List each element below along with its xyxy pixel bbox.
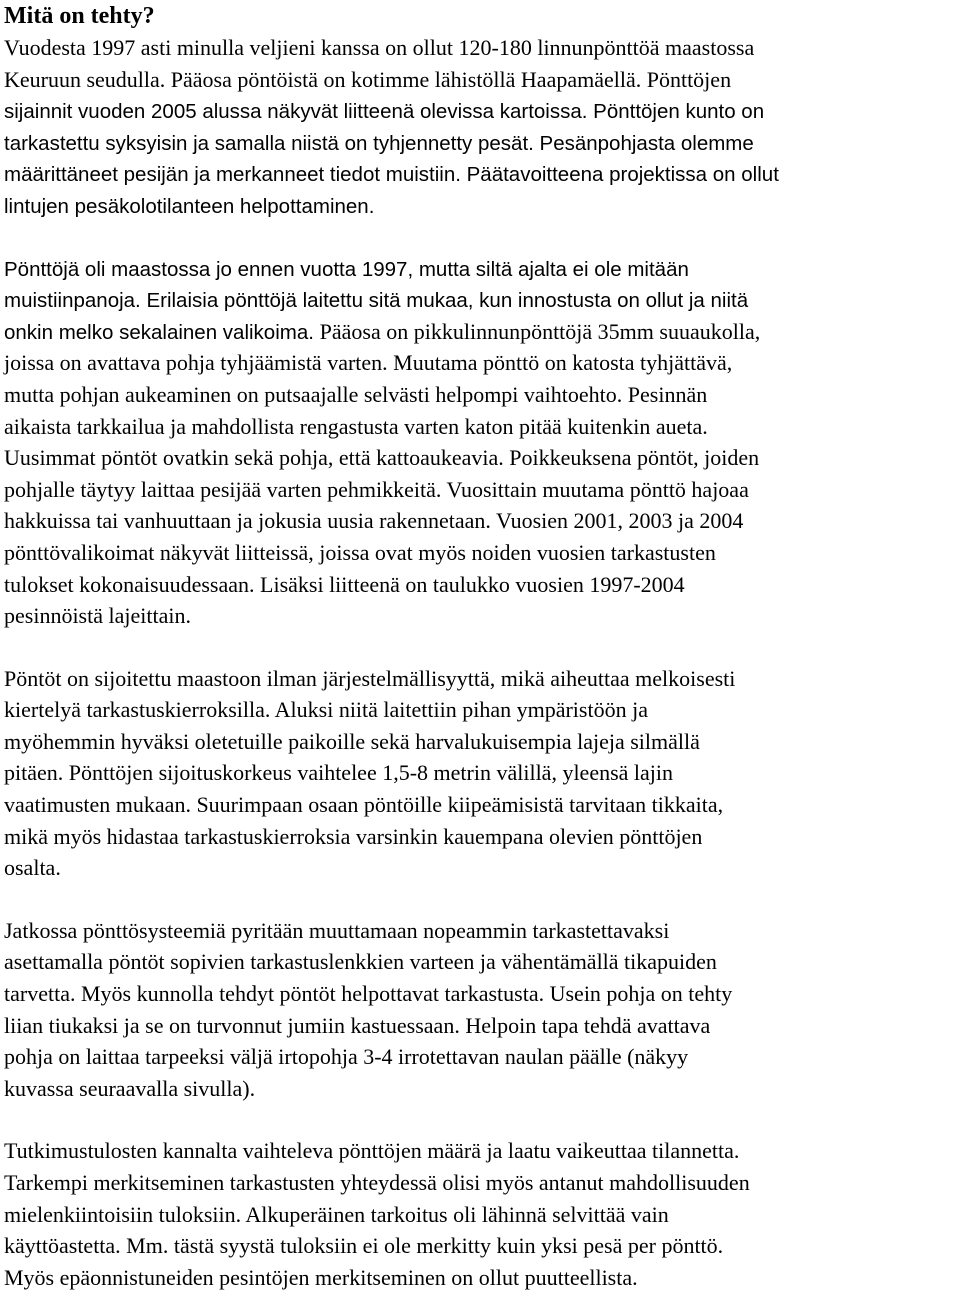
text-line <box>4 1230 956 1262</box>
paragraph-4 <box>4 915 956 1105</box>
text-line <box>4 1199 956 1231</box>
text-line <box>4 946 956 978</box>
text-run: joissa on avattava pohja tyhjäämistä varten. Muutama pönttö on katosta tyhjättävä, <box>4 350 733 376</box>
text-run: pohja on laittaa tarpeeksi väljä irtopohja 3-4 irrotettavan naulan päälle (näkyy <box>4 1044 689 1070</box>
text-line <box>4 316 956 348</box>
text-line <box>4 663 956 695</box>
text-run: tulokset kokonaisuudessaan. Lisäksi liitteenä on taulukko vuosien 1997-2004 <box>4 571 685 597</box>
text-run: myöhemmin hyväksi oletetuille paikoille sekä harvalukuisempia lajeja silmällä <box>4 728 700 754</box>
text-line <box>4 1073 956 1105</box>
text-line <box>4 127 956 159</box>
text-run: käyttöastetta. Mm. tästä syystä tuloksiin ei ole merkitty kuin yksi pesä per pönttö. <box>4 1233 724 1259</box>
text-line <box>4 1010 956 1042</box>
text-line <box>4 600 956 632</box>
text-line <box>4 821 956 853</box>
text-run: mutta pohjan aukeaminen on putsaajalle selvästi helpompi vaihtoehto. Pesinnän <box>4 381 708 407</box>
text-line <box>4 915 956 947</box>
text-line <box>4 537 956 569</box>
text-run: pönttövalikoimat näkyvät liitteissä, joissa ovat myös noiden vuosien tarkastusten <box>4 539 716 565</box>
text-run: asettamalla pöntöt sopivien tarkastuslenkkien varteen ja vähentämällä tikapuiden <box>4 949 717 975</box>
text-run: Tarkempi merkitseminen tarkastusten yhteydessä olisi myös antanut mahdollisuuden <box>4 1170 750 1195</box>
text-line <box>4 474 956 506</box>
text-run: tarvetta. Myös kunnolla tehdyt pöntöt helpottavat tarkastusta. Usein pohja on tehty <box>4 981 733 1007</box>
text-run: Erilaisia pönttöjä laitettu sitä mukaa, kun innostusta on ollut ja niitä <box>146 289 749 313</box>
text-run: mielenkiintoisiin tuloksiin. Alkuperäinen tarkoitus oli lähinnä selvittää vain <box>4 1201 669 1227</box>
text-line <box>4 32 956 64</box>
text-line <box>4 978 956 1010</box>
body-text <box>4 32 956 1293</box>
text-run: kuvassa seuraavalla sivulla). <box>4 1075 256 1101</box>
text-line <box>4 64 956 96</box>
text-run: liian tiukaksi ja se on turvonnut jumiin kastuessaan. Helpoin tapa tehdä avattava <box>4 1012 711 1038</box>
text-run: Pönttöjä oli maastossa jo ennen vuotta 1997, mutta siltä ajalta ei ole mitään <box>4 257 689 281</box>
text-line <box>4 95 956 127</box>
text-line <box>4 505 956 537</box>
text-line <box>4 1135 956 1167</box>
text-line <box>4 694 956 726</box>
text-line <box>4 411 956 443</box>
text-run: onkin melko sekalainen valikoima. <box>4 320 320 344</box>
text-run: aikaista tarkkailua ja mahdollista rengastusta varten katon pitää kuitenkin aueta. <box>4 413 708 439</box>
text-run: osalta. <box>4 855 61 881</box>
paragraph-2 <box>4 253 956 632</box>
text-line <box>4 379 956 411</box>
text-line <box>4 789 956 821</box>
text-run: kiertelyä tarkastuskierroksilla. Aluksi niitä laitettiin pihan ympäristöön ja <box>4 697 648 723</box>
paragraph-5 <box>4 1135 956 1293</box>
paragraph-1 <box>4 32 956 222</box>
text-run: Myös epäonnistuneiden pesintöjen merkitseminen on ollut puutteellista. <box>4 1264 638 1290</box>
text-run: tarkastettu syksyisin ja samalla niistä on tyhjennetty pesät. Pesänpohjasta olemme <box>4 131 754 155</box>
text-run: muistiinpanoja. <box>4 289 147 313</box>
text-run: vaatimusten mukaan. Suurimpaan osaan pöntöille kiipeämisistä tarvitaan tikkaita, <box>4 792 724 818</box>
text-line <box>4 726 956 758</box>
text-run: mikä myös hidastaa tarkastuskierroksia varsinkin kauempana olevien pönttöjen <box>4 823 703 849</box>
text-run: pesinnöistä lajeittain. <box>4 603 191 629</box>
paragraph-3 <box>4 663 956 884</box>
text-run: Pääosa on pikkulinnunpönttöjä 35mm suuaukolla, <box>319 318 761 344</box>
text-run: määrittäneet pesijän ja merkanneet tiedot muistiin. Päätavoitteena projektissa on ollut <box>4 163 779 187</box>
text-run: Vuodesta 1997 asti minulla veljieni kanssa on ollut 120-180 linnunpönttöä maastossa <box>4 35 755 60</box>
text-line <box>4 1262 956 1294</box>
document-page <box>4 0 956 1293</box>
text-line <box>4 757 956 789</box>
text-line <box>4 1167 956 1199</box>
text-line <box>4 158 956 190</box>
text-run: pitäen. Pönttöjen sijoituskorkeus vaihtelee 1,5-8 metrin välillä, yleensä lajin <box>4 760 674 786</box>
text-run: Uusimmat pöntöt ovatkin sekä pohja, että kattoaukeavia. Poikkeuksena pöntöt, joiden <box>4 445 760 471</box>
text-line <box>4 442 956 474</box>
text-run: Tutkimustulosten kannalta vaihteleva pönttöjen määrä ja laatu vaikeuttaa tilannetta. <box>4 1138 740 1164</box>
text-run: Jatkossa pönttösysteemiä pyritään muuttamaan nopeammin tarkastettavaksi <box>4 917 670 943</box>
text-line <box>4 284 956 316</box>
text-run: hakkuissa tai vanhuuttaan ja jokusia uusia rakennetaan. Vuosien 2001, 2003 ja 2004 <box>4 508 744 534</box>
text-run: Keuruun seudulla. Pääosa pöntöistä on kotimme lähistöllä Haapamäellä. Pönttöjen <box>4 66 732 92</box>
text-line <box>4 1041 956 1073</box>
text-line <box>4 347 956 379</box>
text-run: Pöntöt on sijoitettu maastoon ilman järjestelmällisyyttä, mikä aiheuttaa melkoisesti <box>4 665 736 691</box>
section-heading: Mitä on tehty? <box>4 3 155 29</box>
text-run: sijainnit vuoden 2005 alussa näkyvät liitteenä olevissa kartoissa. Pönttöjen kunto on <box>4 100 765 124</box>
text-line <box>4 569 956 601</box>
text-run: pohjalle täytyy laittaa pesijää varten pehmikkeitä. Vuosittain muutama pönttö hajoaa <box>4 476 749 502</box>
text-line <box>4 190 956 222</box>
text-line <box>4 852 956 884</box>
text-run: lintujen pesäkolotilanteen helpottaminen. <box>4 194 375 218</box>
text-line <box>4 253 956 285</box>
